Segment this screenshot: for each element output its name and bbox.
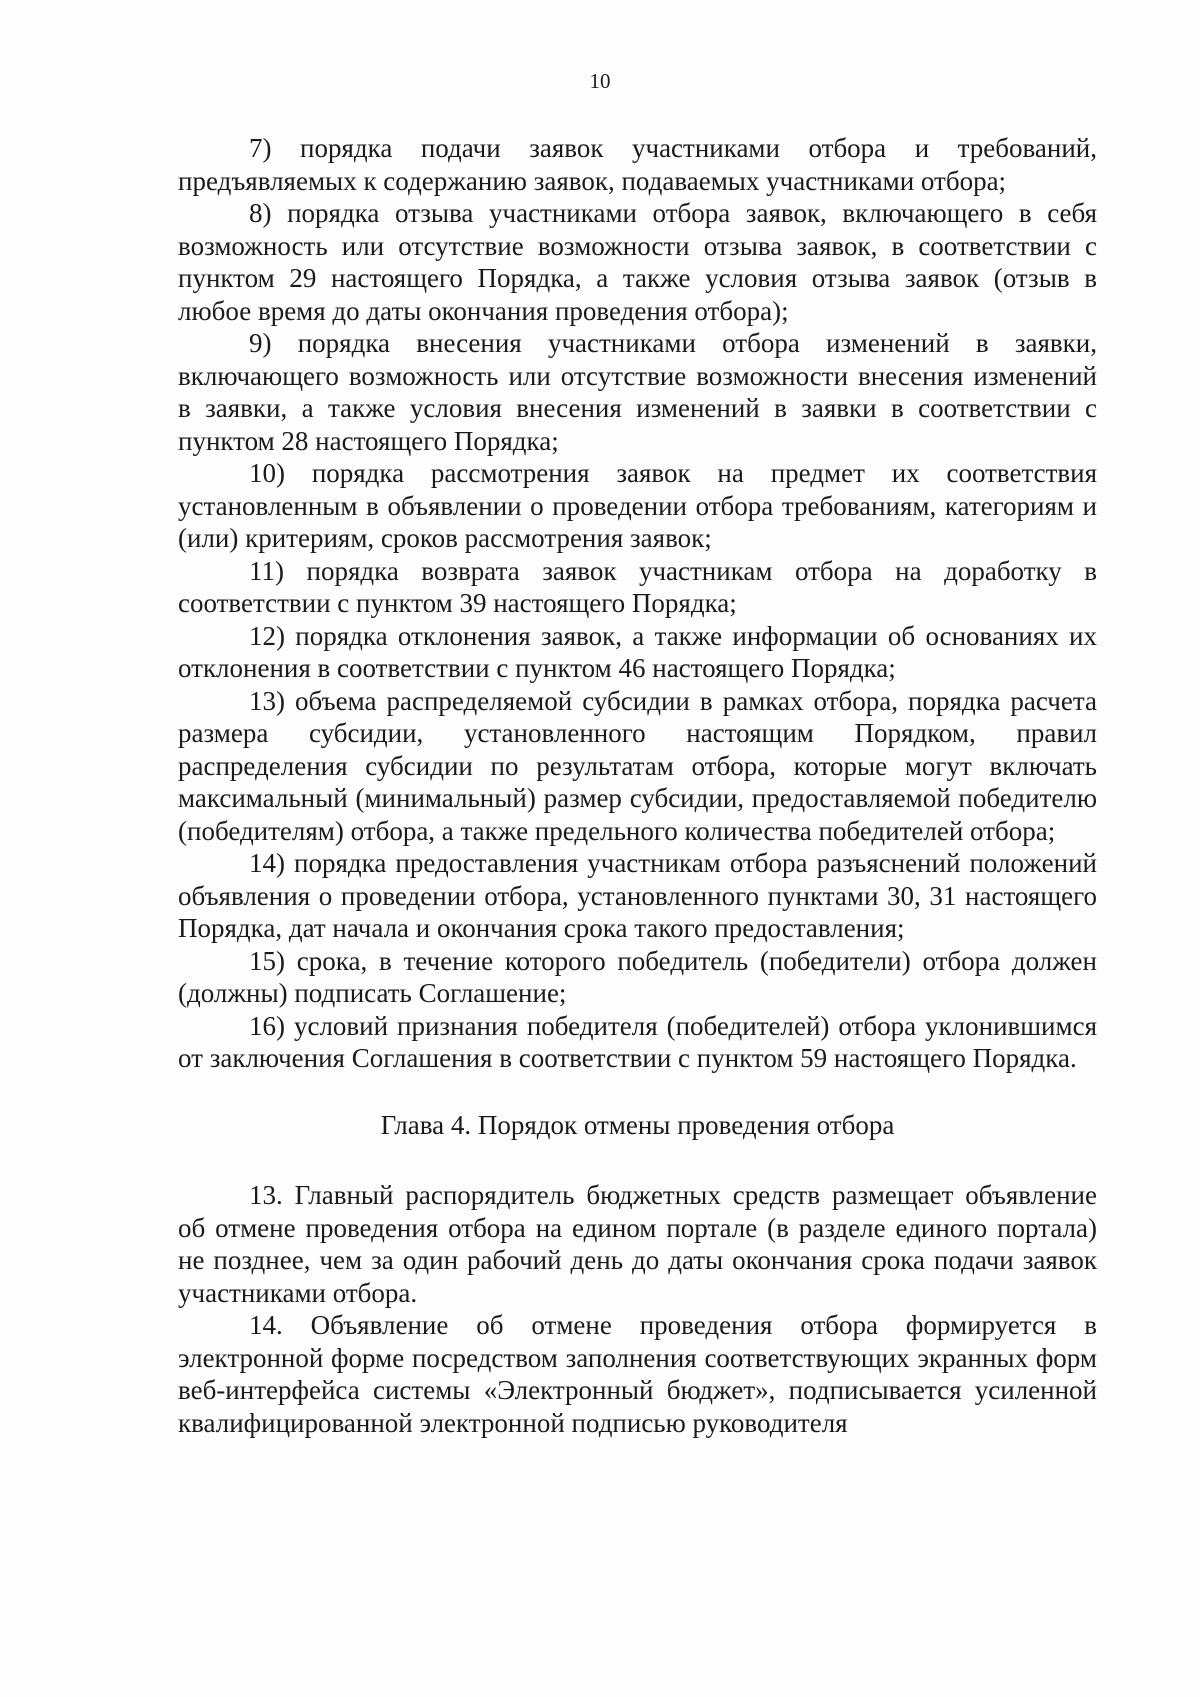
list-item-16: 16) условий признания победителя (победителей) отбора уклонившимся от заключения Соглашения в соответствии с пунктом 59 настоящего Порядка. [178, 1010, 1097, 1073]
list-item-12: 12) порядка отклонения заявок, а также информации об основаниях их отклонения в соответствии с пунктом 46 настоящего Порядка; [178, 620, 1097, 683]
list-item-9: 9) порядка внесения участниками отбора изменений в заявки, включающего возможность или отсутствие возможности внесения изменений в заявки, а также условия внесения изменений в заявки в соответствии с пунктом 28 настоящего Порядка; [178, 328, 1097, 456]
list-item-8: 8) порядка отзыва участниками отбора заявок, включающего в себя возможность или отсутствие возможности отзыва заявок, в соответствии с пунктом 29 настоящего Порядка, а также условия отзыва заявок (отзыв в любое время до даты окончания проведения отбора); [178, 198, 1097, 326]
list-item-14: 14) порядка предоставления участникам отбора разъяснений положений объявления о проведении отбора, установленного пунктами 30, 31 настоящего Порядка, дат начала и окончания срока такого предоставления; [178, 848, 1097, 943]
page-number: 10 [589, 69, 611, 93]
chapter-heading: Глава 4. Порядок отмены проведения отбора [380, 1109, 895, 1140]
list-item-11: 11) порядка возврата заявок участникам отбора на доработку в соответствии с пунктом 39 настоящего Порядка; [178, 555, 1097, 618]
section-13: 13. Главный распорядитель бюджетных средств размещает объявление об отмене проведения отбора на едином портале (в разделе единого портала) не позднее, чем за один рабочий день до даты окончания срока подачи заявок участниками отбора. [178, 1180, 1097, 1308]
list-item-10: 10) порядка рассмотрения заявок на предмет их соответствия установленным в объявлении о проведении отбора требованиям, категориям и (или) критериям, сроков рассмотрения заявок; [178, 458, 1097, 553]
document-body [178, 132, 1097, 1439]
list-item-13: 13) объема распределяемой субсидии в рамках отбора, порядка расчета размера субсидии, установленного настоящим Порядком, правил распределения субсидии по результатам отбора, которые могут включать максимальный (минимальный) размер субсидии, предоставляемой победителю (победителям) отбора, а также предельного количества победителей отбора; [178, 685, 1097, 846]
list-item-15: 15) срока, в течение которого победитель (победители) отбора должен (должны) подписать Соглашение; [178, 945, 1097, 1008]
list-item-7: 7) порядка подачи заявок участниками отбора и требований, предъявляемых к содержанию заявок, подаваемых участниками отбора; [178, 133, 1097, 196]
section-14: 14. Объявление об отмене проведения отбора формируется в электронной форме посредством заполнения соответствующих экранных форм веб-интерфейса системы «Электронный бюджет», подписывается усиленной квалифицированной электронной подписью руководителя [178, 1310, 1097, 1438]
